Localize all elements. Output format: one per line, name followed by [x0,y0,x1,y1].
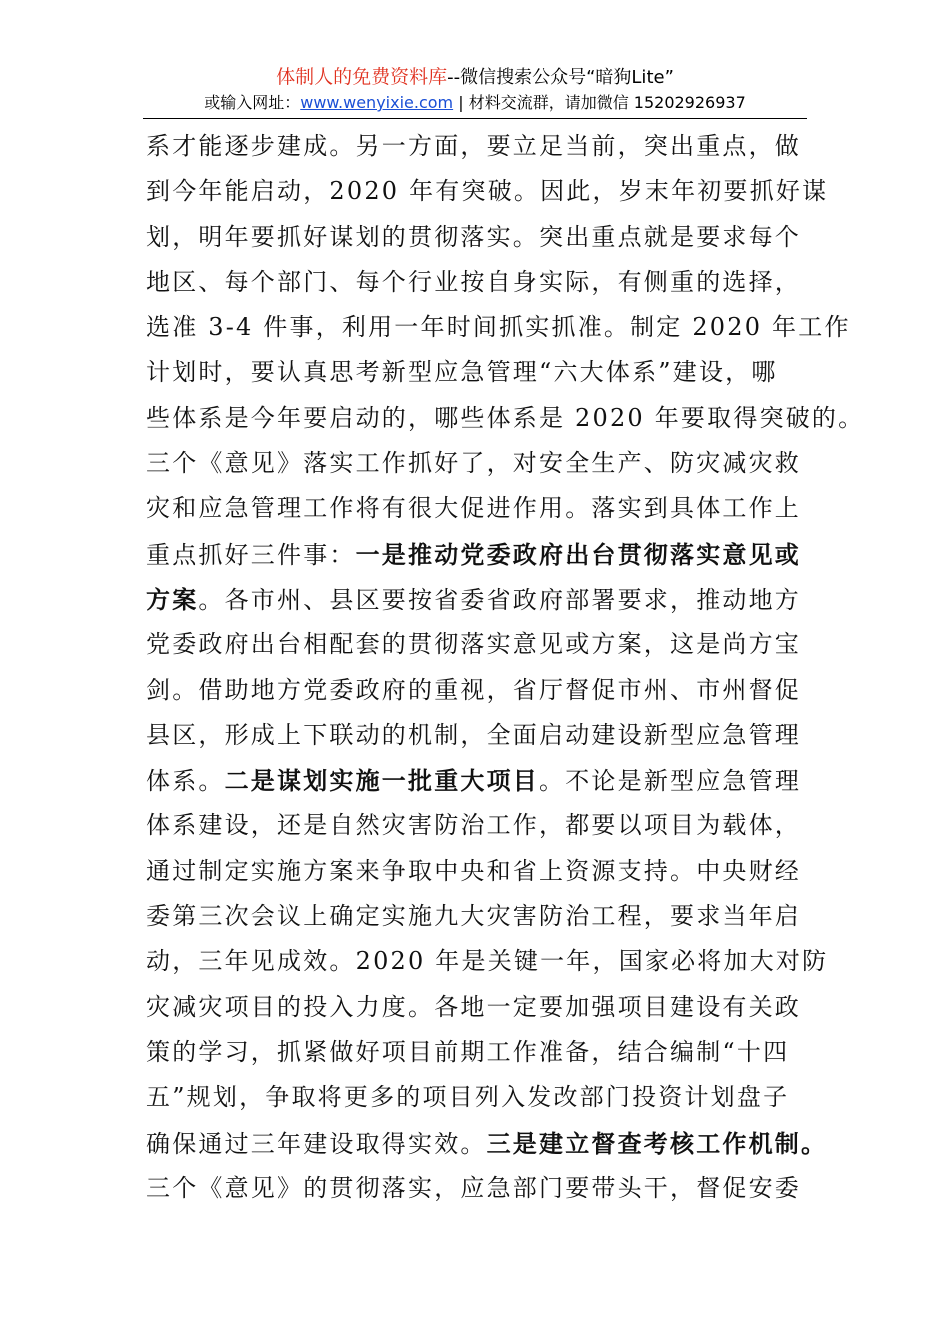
text-line [146,939,829,984]
header-contact-line [0,91,950,115]
text-line [146,803,826,848]
text-segment: 灾和应急管理工作将有很大促进作用。落实到具体工作上 [146,494,801,523]
text-segment: 选准 3-4 件事，利用一年时间抓实抓准。制定 2020 年工作 [146,313,851,342]
text-segment: 县区，形成上下联动的机制，全面启动建设新型应急管理 [146,720,801,749]
text-line [146,1075,826,1120]
site-name: 体制人的免费资料库 [276,66,448,88]
text-line [146,124,826,169]
text-line [146,1166,826,1211]
bold-heading-two: 二是谋划实施一批重大项目 [224,766,540,796]
text-segment: 动，三年见成效。2020 年是关键一年，国家必将加大对防 [146,947,829,976]
text-segment: 。各市州、县区要按省委省政府部署要求，推动地方 [198,585,802,614]
text-line [146,1121,826,1166]
text-line [146,260,826,305]
bold-heading-three: 三是建立督查考核工作机制。 [486,1128,828,1158]
text-line [146,894,826,939]
text-segment: 重点抓好三件事： [146,540,356,569]
text-segment: 确保通过三年建设取得实效。 [146,1129,487,1158]
text-segment: 策的学习，抓紧做好项目前期工作准备，结合编制“十四 [146,1037,790,1066]
url-prefix: 或输入网址： [204,93,301,112]
text-segment: 。不论是新型应急管理 [539,767,802,796]
text-line [146,215,826,260]
text-line [146,668,826,713]
text-line [146,396,865,441]
text-segment: 三个《意见》落实工作抓好了，对安全生产、防灾减灾救 [146,449,801,478]
text-segment: 到今年能启动，2020 年有突破。因此，岁末年初要抓好谋 [146,177,829,206]
text-line [146,1030,826,1075]
header-title-line [0,64,950,91]
text-segment: 些体系是今年要启动的，哪些体系是 2020 年要取得突破的。 [146,403,865,432]
text-line [146,985,826,1030]
text-line [146,486,826,531]
text-line [146,305,851,350]
text-segment: 系才能逐步建成。另一方面，要立足当前，突出重点，做 [146,132,801,160]
text-line [146,169,829,214]
text-segment: 地区、每个部门、每个行业按自身实际，有侧重的选择， [146,267,801,296]
text-line [146,532,826,577]
text-line [146,577,826,622]
text-line [146,441,826,486]
text-segment: 通过制定实施方案来争取中央和省上资源支持。中央财经 [146,856,801,885]
text-segment: 党委政府出台相配套的贯彻落实意见或方案，这是尚方宝 [146,630,801,659]
text-segment: 计划时，要认真思考新型应急管理“六大体系”建设，哪 [146,358,778,387]
text-segment: 三个《意见》的贯彻落实，应急部门要带头干，督促安委 [146,1173,801,1202]
page-header [0,64,950,115]
text-segment: 划，明年要抓好谋划的贯彻落实。突出重点就是要求每个 [146,222,801,251]
bold-heading-one: 一是推动党委政府出台贯彻落实意见或 [355,539,802,569]
text-segment: 体系。 [146,767,225,796]
text-line [146,713,826,758]
text-line [146,622,826,667]
text-line [146,350,826,395]
text-segment: 灾减灾项目的投入力度。各地一定要加强项目建设有关政 [146,992,801,1021]
header-tagline: --微信搜索公众号“暗狗Lite” [447,67,674,88]
text-segment: 剑。借助地方党委政府的重视，省厅督促市州、市州督促 [146,675,801,704]
header-divider [143,118,807,119]
text-line [146,849,826,894]
text-line [146,758,826,803]
body-text [146,124,865,1211]
bold-heading-one-end: 方案 [146,584,199,614]
header-contact: 材料交流群，请加微信 15202926937 [468,93,746,112]
text-segment: 五”规划，争取将更多的项目列入发改部门投资计划盘子 [146,1083,790,1112]
website-link[interactable]: www.wenyixie.com [300,93,454,112]
text-segment: 委第三次会议上确定实施九大灾害防治工程，要求当年启 [146,902,801,931]
text-segment: 体系建设，还是自然灾害防治工作，都要以项目为载体， [146,811,801,840]
header-separator: | [453,93,469,112]
